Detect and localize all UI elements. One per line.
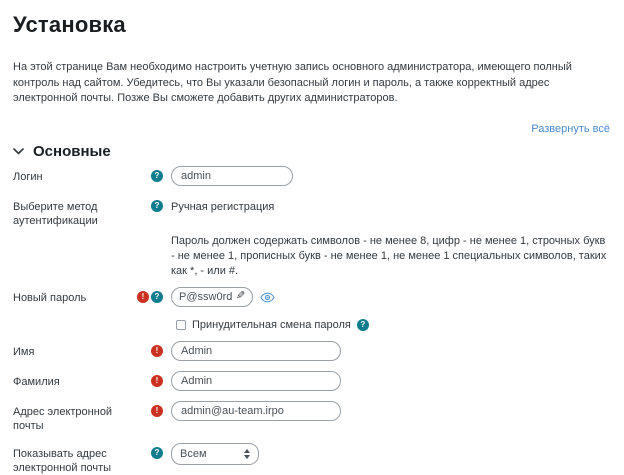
firstname-input[interactable] (171, 341, 341, 361)
auth-method-icons (135, 196, 171, 212)
help-icon[interactable]: ? (151, 291, 163, 303)
firstname-icons (135, 341, 171, 357)
new-password-value: P@ssw0rd (179, 290, 233, 303)
field-row-force-change (13, 319, 610, 331)
new-password-icons (135, 287, 171, 303)
required-icon: ! (137, 291, 149, 303)
auth-method-value: Ручная регистрация (171, 200, 275, 213)
password-hint-text: Пароль должен содержать символов - не менее 8, цифр - не менее 1, строчных букв - не менее 1, прописных букв - не менее 1, не менее 1 специальных символов, таких как *, - или #. (171, 234, 607, 277)
section-header-general[interactable] (13, 143, 610, 160)
login-icons (135, 166, 171, 182)
new-password-input[interactable] (171, 287, 253, 307)
help-icon[interactable]: ? (357, 319, 369, 331)
new-password-label: Новый пароль (13, 291, 87, 304)
intro-text: На этой странице Вам необходимо настроить учетную запись основного администратора, имеющего полный контроль над сайтом. Убедитесь, что Вы указали безопасный логин и пароль, а также корректный адрес электронной почты. Позже Вы сможете добавить других администраторов. (13, 61, 572, 104)
field-row-auth-method (13, 196, 610, 228)
reveal-password-eye-icon[interactable] (260, 290, 275, 303)
required-icon: ! (151, 375, 163, 387)
email-label: Адрес электронной почты (13, 405, 113, 432)
required-icon: ! (151, 405, 163, 417)
expand-all-row (13, 119, 610, 137)
login-label: Логин (13, 170, 43, 183)
password-hint-row (13, 234, 610, 279)
force-change-label: Принудительная смена пароля (192, 318, 351, 331)
maildisplay-icons (135, 443, 171, 459)
field-row-firstname (13, 341, 610, 361)
help-icon[interactable]: ? (151, 170, 163, 182)
email-icons (135, 401, 171, 417)
select-arrows-icon (244, 449, 250, 459)
required-icon: ! (151, 345, 163, 357)
field-row-login (13, 166, 610, 186)
firstname-label: Имя (13, 345, 35, 358)
help-icon[interactable]: ? (151, 200, 163, 212)
field-row-new-password (13, 287, 610, 307)
pencil-icon: ✎ (235, 290, 245, 302)
field-row-lastname (13, 371, 610, 391)
force-change-checkbox[interactable] (176, 320, 186, 330)
lastname-icons (135, 371, 171, 387)
page-title: Установка (13, 12, 126, 37)
login-input[interactable] (171, 166, 293, 186)
lastname-label: Фамилия (13, 375, 60, 388)
maildisplay-label: Показывать адрес электронной почты (13, 447, 112, 474)
lastname-input[interactable] (171, 371, 341, 391)
expand-all-link[interactable]: Развернуть всё (531, 122, 610, 135)
section-title: Основные (33, 142, 111, 160)
maildisplay-select[interactable] (171, 443, 259, 465)
maildisplay-selected-value: Всем (180, 447, 207, 460)
field-row-email (13, 401, 610, 433)
help-icon[interactable]: ? (151, 447, 163, 459)
chevron-down-icon (13, 148, 24, 155)
email-input[interactable] (171, 401, 341, 421)
auth-method-label: Выберите метод аутентификации (13, 200, 98, 227)
field-row-maildisplay (13, 443, 610, 475)
